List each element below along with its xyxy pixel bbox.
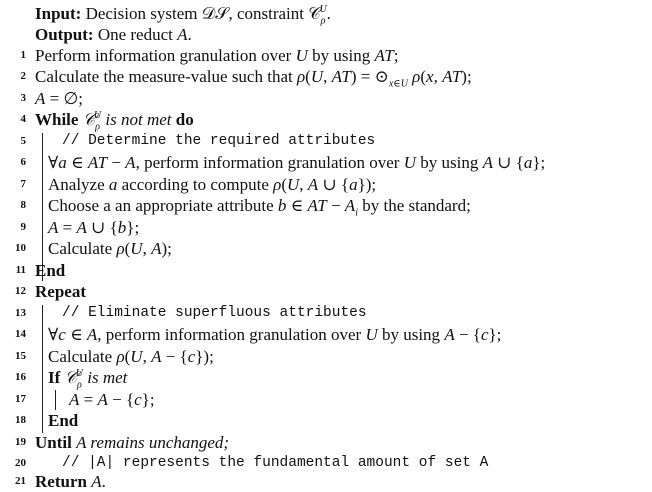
line-text: Return A. [35, 472, 106, 491]
line-number: 10 [15, 242, 26, 254]
line-text: Calculate the measure-value such that ρ(U, $AT) = ⊙_{x\in U}$ ρ(x, AT); [35, 67, 472, 90]
keyword-do: do [175, 110, 194, 129]
keyword-end: End [35, 261, 66, 280]
line-number: 19 [15, 436, 26, 448]
rho-sub: ρ [320, 15, 326, 27]
keyword-if: If [48, 368, 61, 387]
keyword-return: Return [35, 472, 87, 491]
line-text: Calculate ρ(U, A); [48, 239, 172, 258]
line-number: 11 [15, 264, 26, 276]
line-text: A = A ∪ {b}; [48, 218, 140, 237]
line-text [35, 432, 229, 453]
output-end: . [187, 25, 192, 44]
line-text: If 𝒞$_\rho^U$ is met [48, 368, 128, 391]
u-sup: U [319, 4, 327, 16]
condition: is met [87, 368, 128, 387]
comment: // |A| represents the fundamental amount of set A [62, 455, 489, 471]
comment: // Determine the required attributes [62, 133, 376, 149]
line-number: 7 [20, 178, 26, 190]
output-label: Output: [35, 25, 94, 44]
line-text: ∀a ∈ AT − A, perform information granulation over U by using A ∪ {a}; [48, 153, 546, 172]
line-number: 6 [20, 156, 26, 168]
block-bar-while [42, 133, 43, 281]
line-number: 5 [20, 135, 26, 147]
input-end: . [326, 4, 331, 23]
line-number: 12 [15, 285, 26, 297]
line-number: 18 [15, 414, 26, 426]
line-text: A = ∅; [35, 89, 84, 108]
line-text: Analyze a according to compute ρ(U, A ∪ {a}); [48, 175, 377, 194]
line-number: 2 [20, 70, 26, 82]
output-var: A [177, 25, 188, 44]
line-text: ∀c ∈ A, perform information granulation over U by using A − {c}; [48, 325, 502, 344]
output-text: One reduct [97, 25, 178, 44]
line-number: 1 [20, 49, 26, 61]
line-number: 16 [15, 371, 26, 383]
keyword-repeat: Repeat [35, 282, 86, 301]
line-number: 17 [15, 393, 26, 405]
line-text: A = A − {c}; [69, 390, 155, 409]
line-number: 4 [20, 113, 26, 125]
line-number: 9 [20, 221, 26, 233]
block-bar-repeat [42, 305, 43, 433]
line-number: 20 [15, 457, 26, 469]
line-number: 3 [20, 92, 26, 104]
line-number: 15 [15, 350, 26, 362]
input-text: Decision system 𝒟𝒮, constraint 𝒞 [85, 4, 321, 23]
keyword-until: Until [35, 433, 72, 452]
line-text: While 𝒞$_\rho^U$ is not met do [35, 110, 194, 133]
condition: A remains unchanged; [76, 433, 230, 452]
comment: // Eliminate superfluous attributes [62, 305, 367, 321]
keyword-end: End [48, 411, 79, 430]
keyword-while: While [35, 110, 79, 129]
input-label: Input: [35, 4, 82, 23]
block-bar-if [55, 390, 56, 410]
line-number: 8 [20, 199, 26, 211]
line-text: Choose a an appropriate attribute b ∈ AT − $A_i$ by the standard; [48, 196, 471, 219]
line-text: Calculate ρ(U, A − {c}); [48, 347, 214, 366]
condition: is not met [105, 110, 172, 129]
line-number: 13 [15, 307, 26, 319]
line-text: Perform information granulation over U by using AT; [35, 46, 399, 65]
line-number: 21 [15, 475, 26, 487]
line-number: 14 [15, 328, 26, 340]
